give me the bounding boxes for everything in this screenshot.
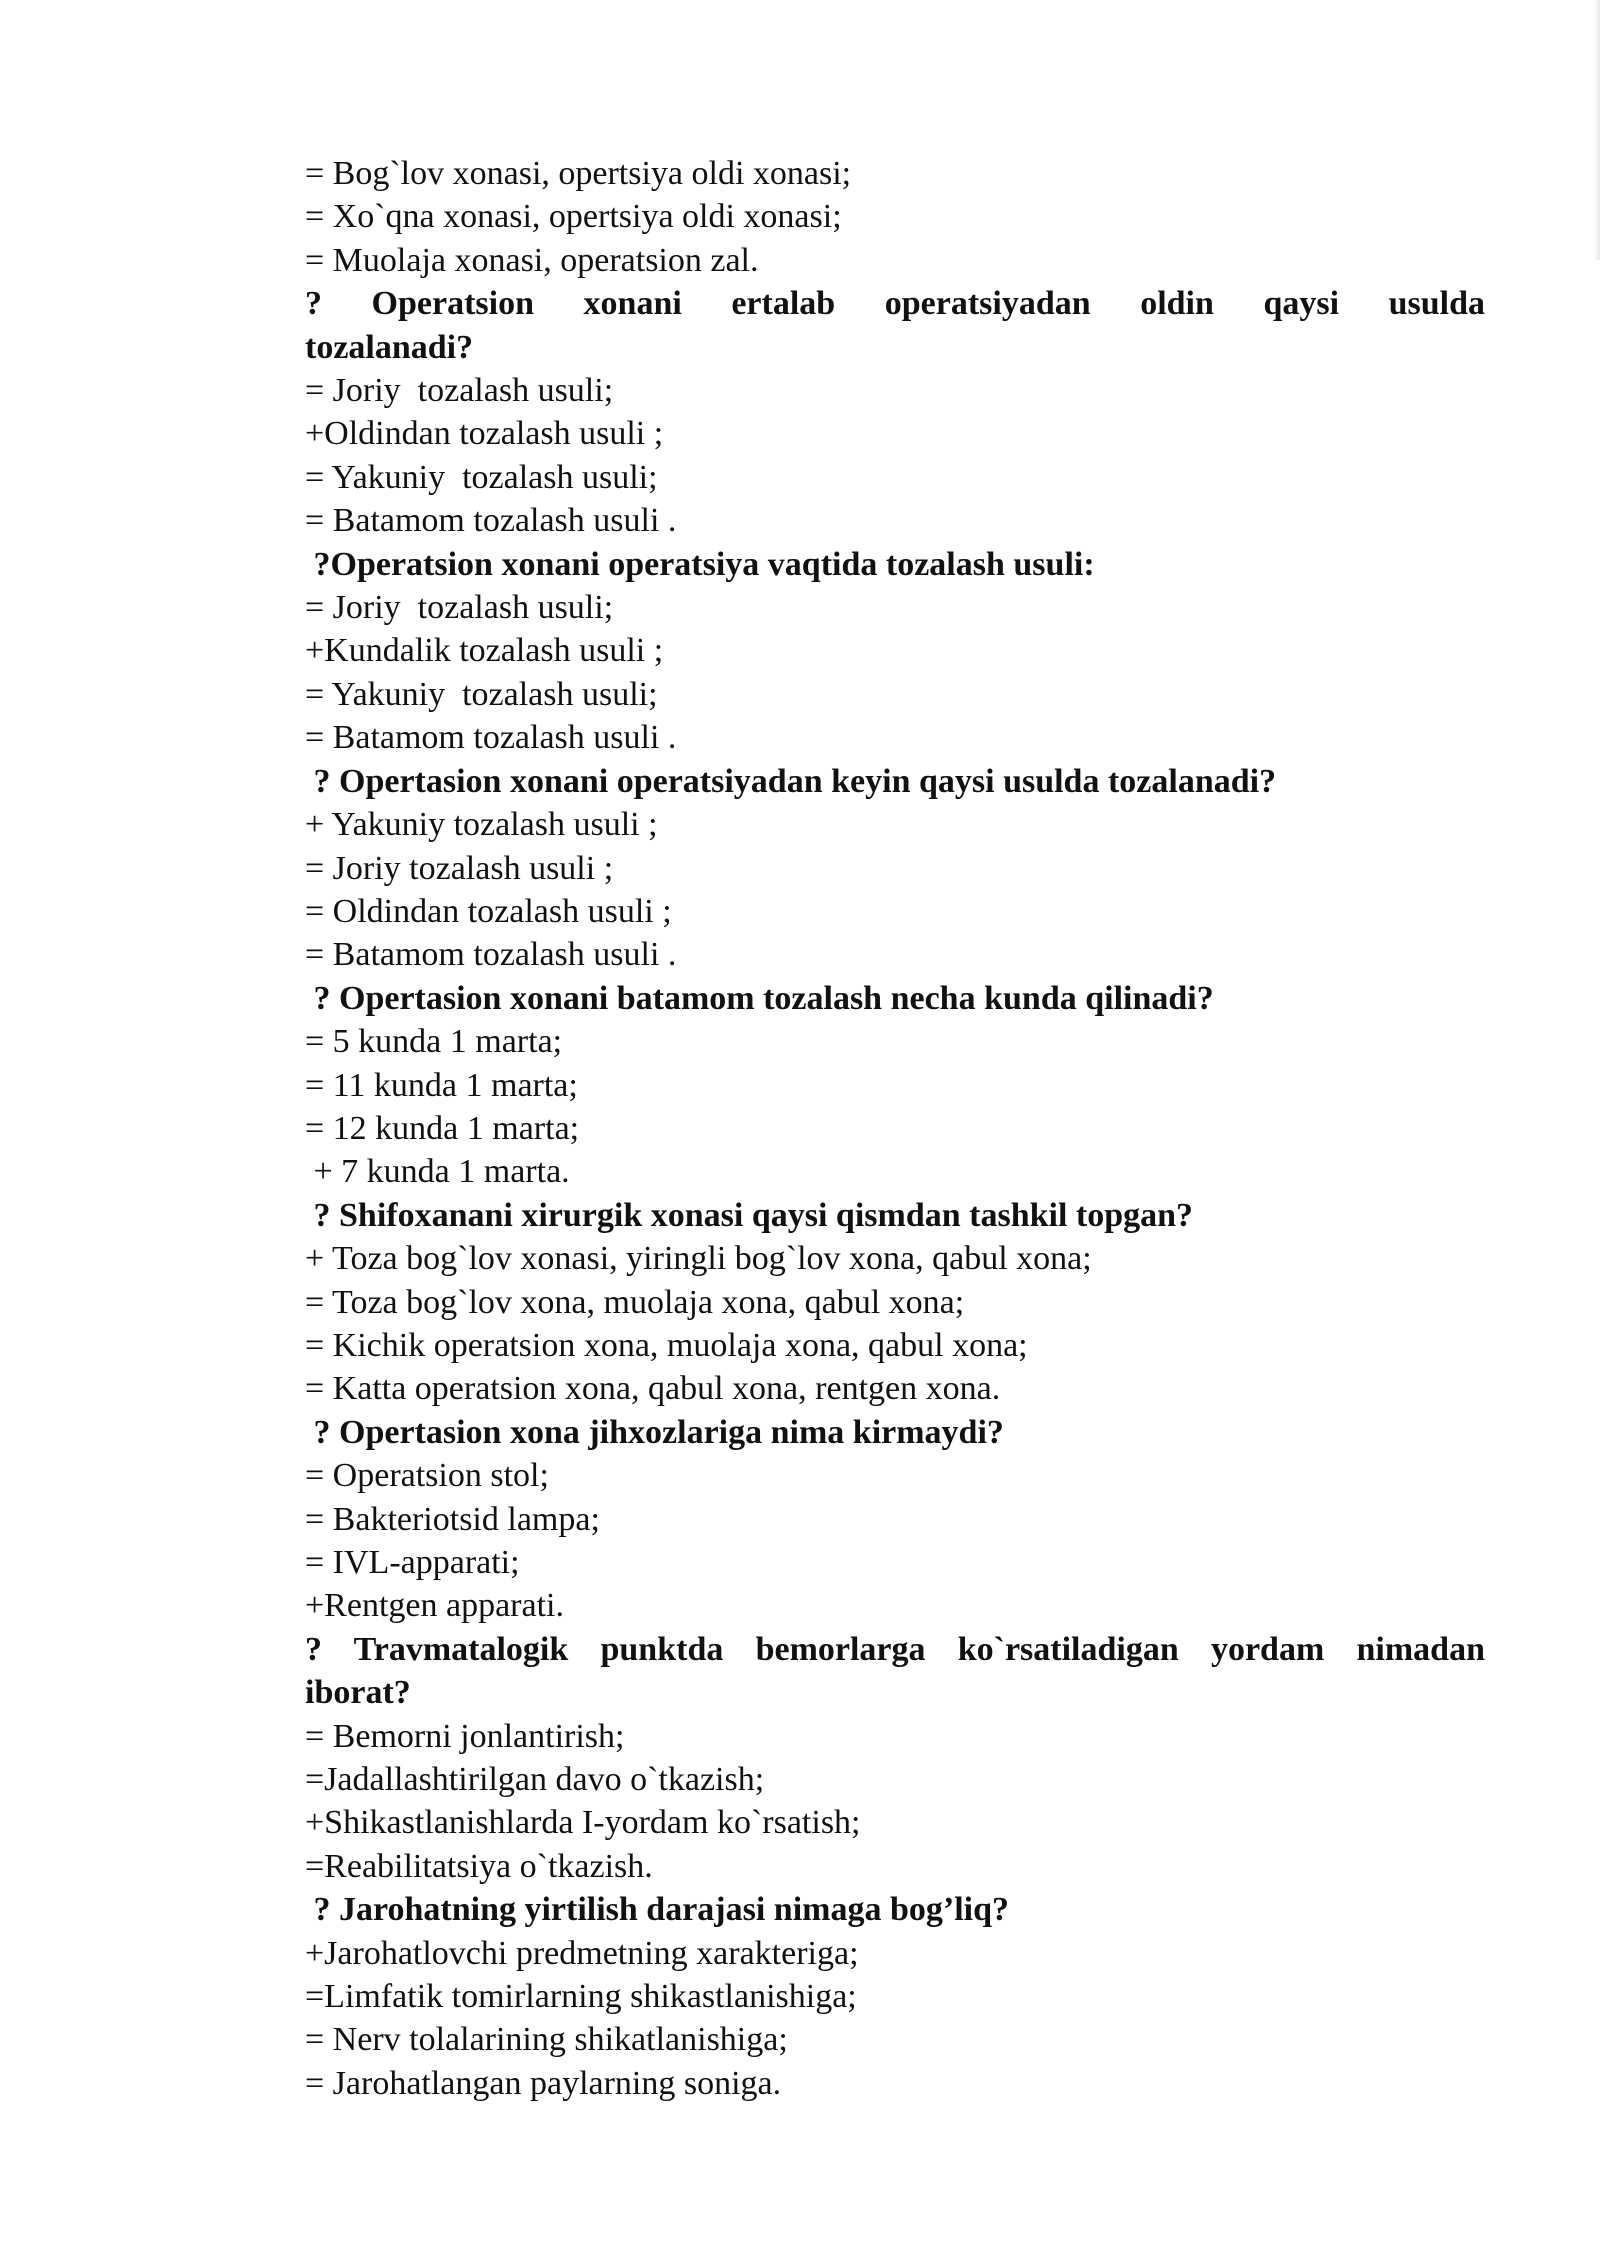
question-text: ?Operatsion xonani operatsiya vaqtida tozalash usuli:	[305, 545, 1095, 583]
question-text: ? Opertasion xona jihxozlariga nima kirmaydi?	[305, 1413, 1004, 1451]
question-text: ? Opertasion xonani operatsiyadan keyin qaysi usulda tozalanadi?	[305, 762, 1277, 800]
answer-option: = Muolaja xonasi, operatsion zal.	[305, 241, 759, 279]
question-text: ? Jarohatning yirtilish darajasi nimaga bog’liq?	[305, 1891, 1010, 1929]
answer-option: = Bog`lov xonasi, opertsiya oldi xonasi;	[305, 155, 852, 192]
answer-option: +Kundalik tozalash usuli ;	[305, 632, 664, 670]
answer-option: = Toza bog`lov xona, muolaja xona, qabul xona;	[305, 1283, 965, 1321]
answer-option: + Yakuniy tozalash usuli ;	[305, 806, 658, 844]
answer-option: = Batamom tozalash usuli .	[305, 502, 677, 540]
answer-option: = 11 kunda 1 marta;	[305, 1066, 578, 1104]
answer-option: = Katta operatsion xona, qabul xona, rentgen xona.	[305, 1370, 1001, 1408]
answer-option: = Yakuniy tozalash usuli;	[305, 675, 658, 713]
answer-option: + Toza bog`lov xonasi, yiringli bog`lov xona, qabul xona;	[305, 1240, 1092, 1278]
question-text: ? Shifoxanani xirurgik xonasi qaysi qismdan tashkil topgan?	[305, 1196, 1194, 1234]
answer-option: = 5 kunda 1 marta;	[305, 1023, 563, 1061]
answer-option: =Limfatik tomirlarning shikastlanishiga;	[305, 1978, 857, 2016]
answer-option: = Yakuniy tozalash usuli;	[305, 458, 658, 496]
answer-option: =Jadallashtirilgan davo o`tkazish;	[305, 1761, 765, 1799]
question-text: ? Opertasion xonani batamom tozalash necha kunda qilinadi?	[305, 979, 1214, 1017]
answer-option: +Jarohatlovchi predmetning xarakteriga;	[305, 1934, 859, 1972]
answer-option: = Kichik operatsion xona, muolaja xona, qabul xona;	[305, 1326, 1028, 1364]
answer-option: = Oldindan tozalash usuli ;	[305, 892, 672, 930]
answer-option: = Jarohatlangan paylarning soniga.	[305, 2064, 782, 2102]
page-edge-shadow	[1594, 0, 1600, 260]
test-questions-text	[305, 152, 1485, 2105]
answer-option: +Shikastlanishlarda I-yordam ko`rsatish;	[305, 1804, 861, 1842]
answer-option: +Oldindan tozalash usuli ;	[305, 415, 664, 453]
answer-option: = Joriy tozalash usuli ;	[305, 849, 614, 887]
answer-option: = Xo`qna xonasi, opertsiya oldi xonasi;	[305, 198, 842, 236]
answer-option: = Nerv tolalarining shikatlanishiga;	[305, 2021, 788, 2059]
answer-option: = Batamom tozalash usuli .	[305, 936, 677, 974]
answer-option: = Bakteriotsid lampa;	[305, 1500, 600, 1538]
answer-option: = Joriy tozalash usuli;	[305, 372, 614, 410]
answer-option: = Bemorni jonlantirish;	[305, 1717, 625, 1755]
question-line-1: ? Travmatalogik punktda bemorlarga ko`rsatiladigan yordam nimadan	[305, 1630, 1485, 1668]
answer-option: +Rentgen apparati.	[305, 1587, 564, 1625]
question-line-2: tozalanadi?	[305, 328, 474, 366]
question-line-2: iborat?	[305, 1674, 411, 1712]
answer-option: = Joriy tozalash usuli;	[305, 589, 614, 627]
answer-option: = Operatsion stol;	[305, 1457, 549, 1495]
answer-option: = Batamom tozalash usuli .	[305, 719, 677, 757]
question-line-1: ? Operatsion xonani ertalab operatsiyadan oldin qaysi usulda	[305, 285, 1485, 323]
answer-option: = IVL-apparati;	[305, 1544, 520, 1581]
question-text	[305, 1628, 1485, 1715]
answer-option: + 7 kunda 1 marta.	[305, 1153, 570, 1191]
answer-option: =Reabilitatsiya o`tkazish.	[305, 1847, 653, 1885]
question-text	[305, 282, 1485, 369]
answer-option: = 12 kunda 1 marta;	[305, 1109, 580, 1147]
